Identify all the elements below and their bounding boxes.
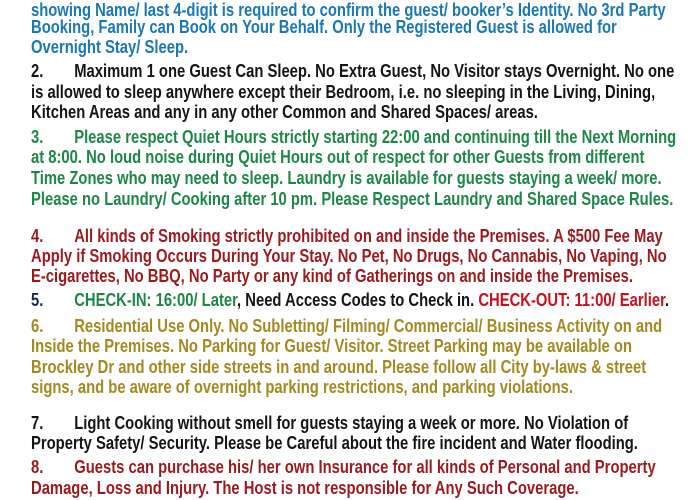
rule-line: is allowed to sleep anywhere except their Bedroom, i.e. no sleeping in the Living, Dining, [31, 81, 656, 102]
rule-number: 3. [31, 126, 44, 147]
check-out-time: CHECK-OUT: 11:00/ Earlier [478, 289, 666, 310]
rule-line: Please no Laundry/ Cooking after 10 pm. Please Respect Laundry and Shared Space Rules. [31, 188, 674, 209]
rule-number: 7. [31, 412, 44, 433]
rule-number: 4. [31, 225, 44, 246]
rule-number: 5. [31, 289, 44, 310]
rule-text: All kinds of Smoking strictly prohibited on and inside the Premises. A $500 Fee May [74, 225, 663, 246]
rule-number: 6. [31, 315, 44, 336]
rule-line [31, 289, 669, 311]
rule-line: Time Zones who may need to sleep. Laundry is available for guests staying a week/ more. [31, 167, 662, 188]
rule-line: Damage, Loss and Injury. The Host is not responsible for Any Such Coverage. [31, 477, 579, 498]
rule-line [31, 456, 656, 478]
rule-line: Kitchen Areas and any in any other Common and Shared Spaces/ areas. [31, 101, 538, 122]
rule-line [31, 412, 628, 434]
rule-text: Light Cooking without smell for guests staying a week or more. No Violation of [74, 412, 629, 433]
rule-line [31, 315, 662, 337]
rule-line: signs, and be aware of overnight parking restrictions, and parking violations. [31, 376, 573, 397]
rule-line: Overnight Stay/ Sleep. [31, 36, 189, 57]
rule-number: 2. [31, 60, 44, 81]
rule-text: Please respect Quiet Hours strictly starting 22:00 and continuing till the Next Morning [74, 126, 677, 147]
rule-line: Brockley Dr and other side streets in and around. Please follow all City by-laws & street [31, 356, 647, 377]
rule-line: showing Name/ last 4-digit is required to confirm the guest/ booker’s Identity. No 3rd Party [31, 0, 666, 20]
rule-line: Booking, Family can Book on Your Behalf. Only the Registered Guest is allowed for [31, 16, 617, 37]
rule-line [31, 60, 674, 82]
access-codes-note: , Need Access Codes to Check in. [237, 289, 479, 310]
rule-line [31, 225, 663, 247]
rule-line: E-cigarettes, No BBQ, No Party or any kind of Gatherings on and inside the Premises. [31, 265, 634, 286]
check-in-time: CHECK-IN: 16:00/ Later [74, 289, 238, 310]
rule-line [31, 126, 676, 148]
rule-line: Apply if Smoking Occurs During Your Stay. No Pet, No Drugs, No Cannabis, No Vaping, No [31, 245, 667, 266]
rule-number: 8. [31, 456, 44, 477]
period: . [665, 289, 670, 310]
rule-text: Maximum 1 one Guest Can Sleep. No Extra Guest, No Visitor stays Overnight. No one [74, 60, 675, 81]
rule-text: Residential Use Only. No Subletting/ Filming/ Commercial/ Business Activity on and [74, 315, 663, 336]
rule-line: Inside the Premises. No Parking for Guest/ Visitor. Street Parking may be available on [31, 335, 632, 356]
rule-line: Property Safety/ Security. Please be Careful about the fire incident and Water flooding. [31, 432, 638, 453]
rule-text: Guests can purchase his/ her own Insurance for all kinds of Personal and Property [74, 456, 656, 477]
rule-line: at 8:00. No loud noise during Quiet Hours out of respect for other Guests from different [31, 146, 645, 167]
